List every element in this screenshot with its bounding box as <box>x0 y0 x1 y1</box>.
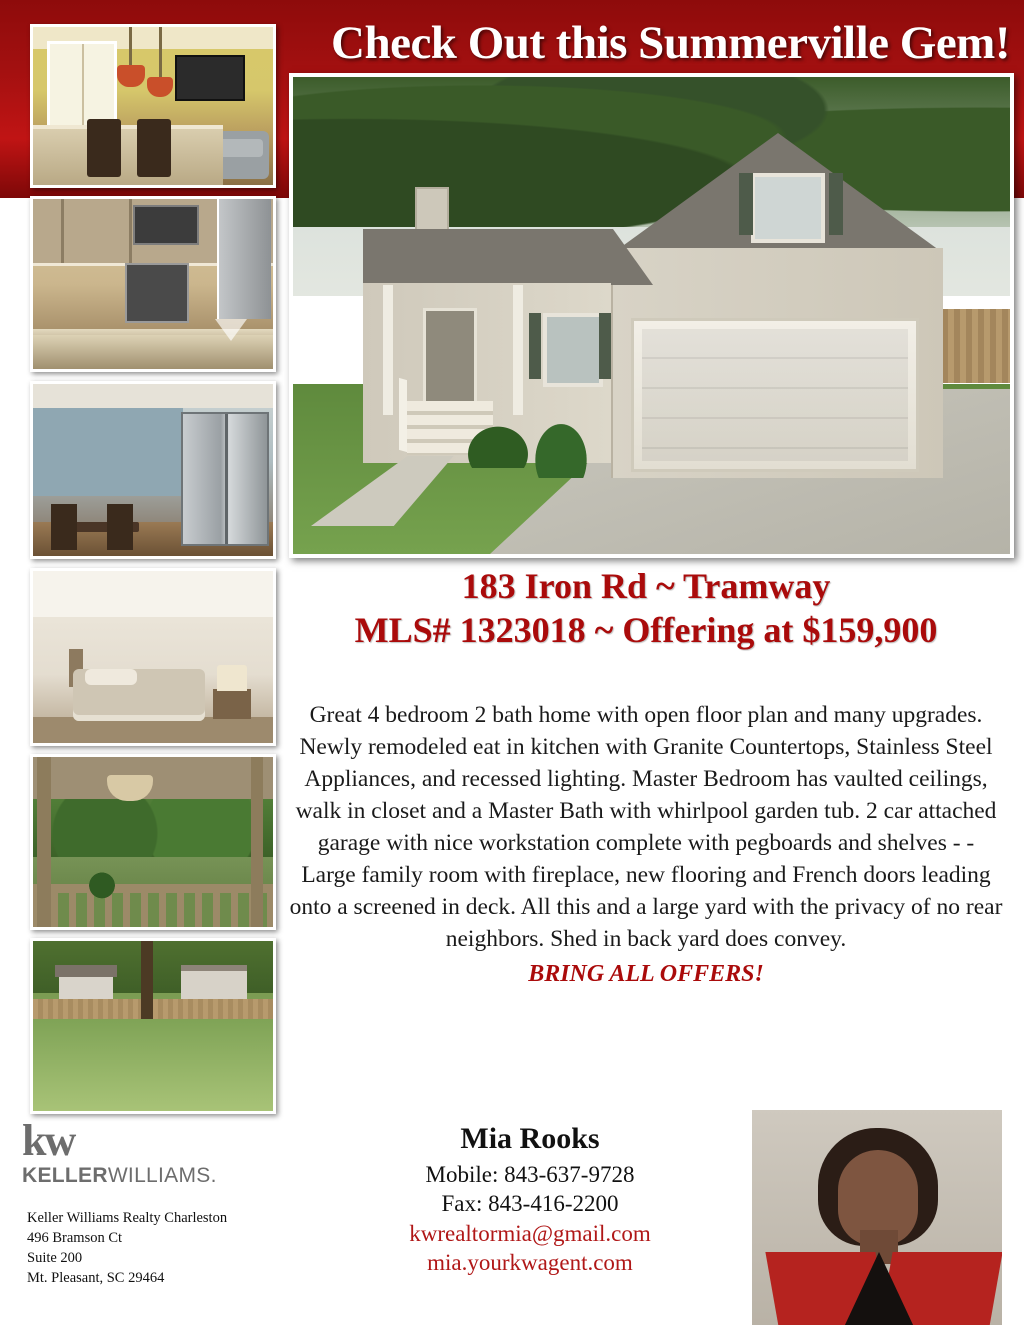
brokerage-address-line-3: Suite 200 <box>27 1250 83 1266</box>
front-exterior-photo <box>289 73 1014 558</box>
agent-mobile: Mobile: 843-637-9728 <box>425 1162 635 1187</box>
bedroom-photo <box>30 568 276 746</box>
back-yard-photo <box>30 938 276 1114</box>
page-title: Check Out this Summerville Gem! <box>331 17 1010 69</box>
kw-logo-wordmark-light: WILLIAMS. <box>107 1163 217 1187</box>
back-yard-photo-image <box>33 941 273 1111</box>
kitchen-photo <box>30 196 276 372</box>
bedroom-photo-image <box>33 571 273 743</box>
listing-address: 183 Iron Rd ~ Tramway <box>461 566 831 606</box>
agent-name: Mia Rooks <box>460 1122 600 1155</box>
brokerage-address <box>27 1208 277 1288</box>
brokerage-address-line-1: Keller Williams Realty Charleston <box>27 1210 228 1226</box>
agent-website-link[interactable]: mia.yourkwagent.com <box>427 1250 633 1276</box>
screened-deck-photo <box>30 754 276 930</box>
listing-headline <box>284 565 1008 653</box>
keller-williams-logo <box>22 1116 217 1188</box>
agent-fax: Fax: 843-416-2200 <box>441 1191 619 1217</box>
kw-logo-wordmark-bold: KELLER <box>22 1163 108 1187</box>
living-room-photo <box>30 24 276 188</box>
dining-area-photo <box>30 381 276 559</box>
dining-area-photo-image <box>33 384 273 556</box>
agent-headshot <box>752 1110 1002 1325</box>
call-to-action: BRING ALL OFFERS! <box>528 960 764 987</box>
listing-description-text: Great 4 bedroom 2 bath home with open floor plan and many upgrades. Newly remodeled eat in kitchen with Granite Countertops, Stainless Steel Appliances, and recessed lighting. Master Bedroom has vaulted ceilings, walk in closet and a Master Bath with whirlpool garden tub. 2 car attached garage with nice workstation complete with pegboards and shelves - - Large family room with fireplace, new flooring and French doors leading onto a screened in deck. All this and a large yard with the privacy of no rear neighbors. Shed in back yard does convey. <box>289 702 1003 952</box>
front-exterior-photo-image <box>293 77 1010 554</box>
agent-contact-block <box>320 1122 740 1278</box>
brokerage-address-line-2: 496 Bramson Ct <box>27 1230 123 1246</box>
living-room-photo-image <box>33 27 273 185</box>
listing-description <box>288 700 1004 990</box>
kw-logo-wordmark <box>22 1163 217 1188</box>
kw-logo-mark: kw <box>22 1116 75 1165</box>
brokerage-address-line-4: Mt. Pleasant, SC 29464 <box>27 1270 165 1286</box>
agent-email-link[interactable]: kwrealtormia@gmail.com <box>409 1220 651 1246</box>
screened-deck-photo-image <box>33 757 273 927</box>
kitchen-photo-image <box>33 199 273 369</box>
listing-mls-price: MLS# 1323018 ~ Offering at $159,900 <box>354 609 938 650</box>
